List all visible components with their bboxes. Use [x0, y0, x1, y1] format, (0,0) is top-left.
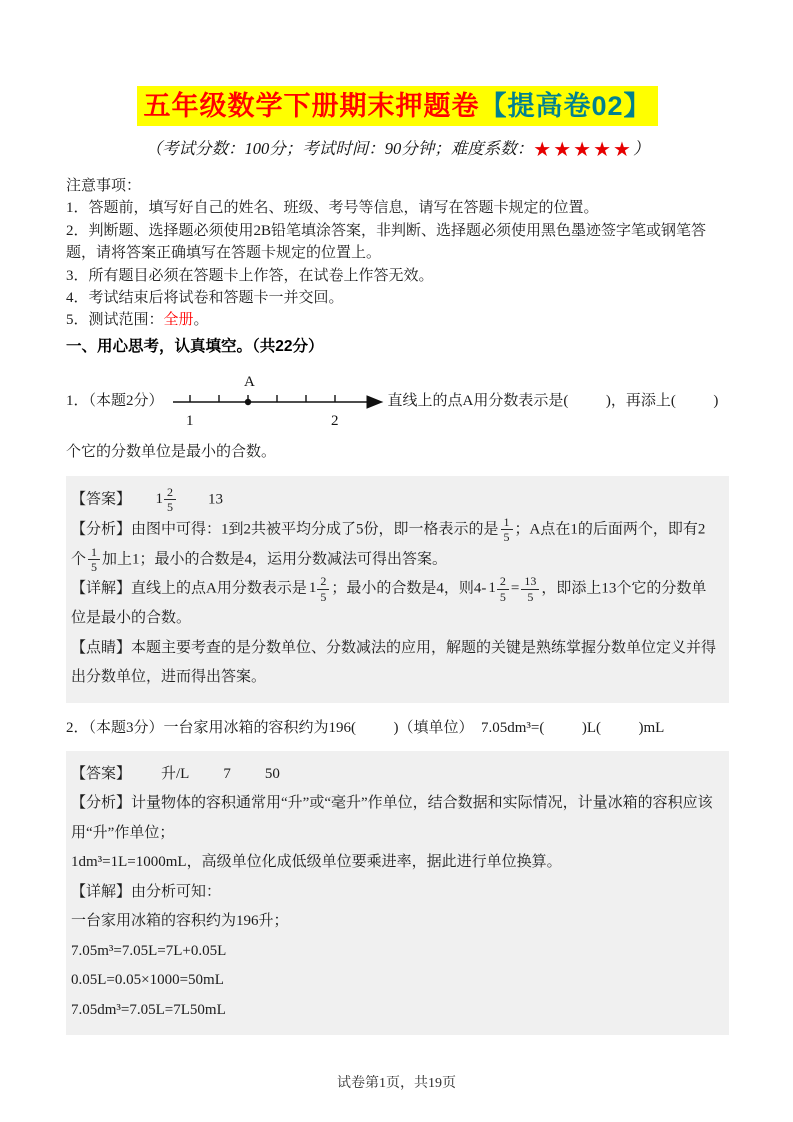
notice-item-3: 3．所有题目必须在答题卡上作答，在试卷上作答无效。: [66, 267, 434, 284]
point-a-label: A: [243, 373, 255, 390]
number-line-diagram: [170, 369, 384, 431]
section-1-heading: 一、用心思考，认真填空。（共22分）: [66, 337, 324, 355]
exam-meta-close: ）: [632, 139, 650, 158]
q1-analysis-line: 【分析】由图中可得：1到2共被平均分成了5份，即一格表示的是 $\frac{1}{5}$ ；A点在1的后面两个，即有2个 $\frac{1}{5}$ 加上1；最小的合数是4，运用分数减法可得出答案。: [71, 514, 706, 574]
page-footer: 试卷第1页，共19页: [337, 1076, 456, 1091]
q2-detail-line-2: 一台家用冰箱的容积约为196升；: [71, 913, 289, 930]
title-row: [66, 86, 729, 126]
q2-answer-value-3: 50: [264, 765, 280, 782]
q1-answer-line: 【答案】 1 $\frac{2}{5}$ 13: [71, 484, 224, 515]
q2-detail-line-1: 【详解】由分析可知：: [71, 883, 222, 900]
notice-item-2: 2．判断题、选择题必须使用2B铅笔填涂答案，非判断、选择题必须使用黑色墨迹签字笔或钢笔答题，请将答案正确填写在答题卡规定的位置上。: [66, 222, 707, 262]
exam-meta-text: （考试分数：100分；考试时间：90分钟；难度系数：: [145, 139, 534, 158]
notice-item-1: 1．答题前，填写好自己的姓名、班级、考号等信息，请写在答题卡规定的位置。: [66, 200, 599, 217]
q1-detail-line: 【详解】直线上的点A用分数表示是 1 $\frac{2}{5}$ ；最小的合数是4，则4- 1 $\frac{2}{5}$ = $\frac{13}{5}$ ，即添上13个它的分数单位是最小的合数。: [71, 574, 707, 627]
q2-detail-line-4: 0.05L=0.05×1000=50mL: [71, 972, 224, 989]
question-1-text: 直线上的点A用分数表示是( )，再添上( ): [387, 393, 719, 410]
q2-answer-value-1: 升/L: [161, 765, 190, 782]
q2-answer-line: [71, 760, 719, 790]
tick-label-1: 1: [185, 412, 194, 429]
notice-heading: 注意事项：: [66, 178, 142, 194]
notice-item-4: 4．考试结束后将试卷和答题卡一并交回。: [66, 290, 344, 307]
tick-label-2: 2: [330, 412, 339, 429]
q2-answer-value-2: 7: [223, 765, 231, 782]
question-1: [66, 367, 729, 433]
page-title-bracket: 【提高卷02】: [479, 91, 652, 121]
q2-detail-line-5: 7.05dm³=7.05L=7L50mL: [71, 1001, 226, 1018]
question-1-number: 1．（本题2分）: [66, 393, 164, 410]
q2-answer-label: 【答案】: [71, 765, 132, 782]
difficulty-stars-icon: ★★★★★: [533, 139, 633, 161]
q2-answer-block: [66, 751, 729, 1036]
page-title-main: 五年级数学下册期末押题卷: [143, 91, 480, 121]
q2-analysis-line-2: 1dm³=1L=1000mL，高级单位化成低级单位要乘进率，据此进行单位换算。: [71, 854, 562, 871]
point-a-dot: [244, 399, 250, 405]
q2-analysis-line-1: 【分析】计量物体的容积通常用“升”或“毫升”作单位，结合数据和实际情况，计量冰箱的容积应该用“升”作单位；: [71, 795, 713, 841]
page-title: [137, 86, 657, 126]
notice-item-5: 5．测试范围：全册。: [66, 312, 209, 329]
question-1-continuation: 个它的分数单位是最小的合数。: [66, 443, 277, 460]
question-2: 2．（本题3分）一台家用冰箱的容积约为196( )（填单位） 7.05dm³=( )L( )mL: [66, 719, 665, 736]
q1-answer-block: [66, 476, 729, 703]
notice-section: [66, 175, 729, 332]
q1-comment-line: 【点睛】本题主要考查的是分数单位、分数减法的应用，解题的关键是熟练掌握分数单位定义并得出分数单位，进而得出答案。: [71, 639, 717, 686]
exam-meta-line: [66, 135, 729, 162]
q2-detail-line-3: 7.05m³=7.05L=7L+0.05L: [71, 942, 227, 959]
